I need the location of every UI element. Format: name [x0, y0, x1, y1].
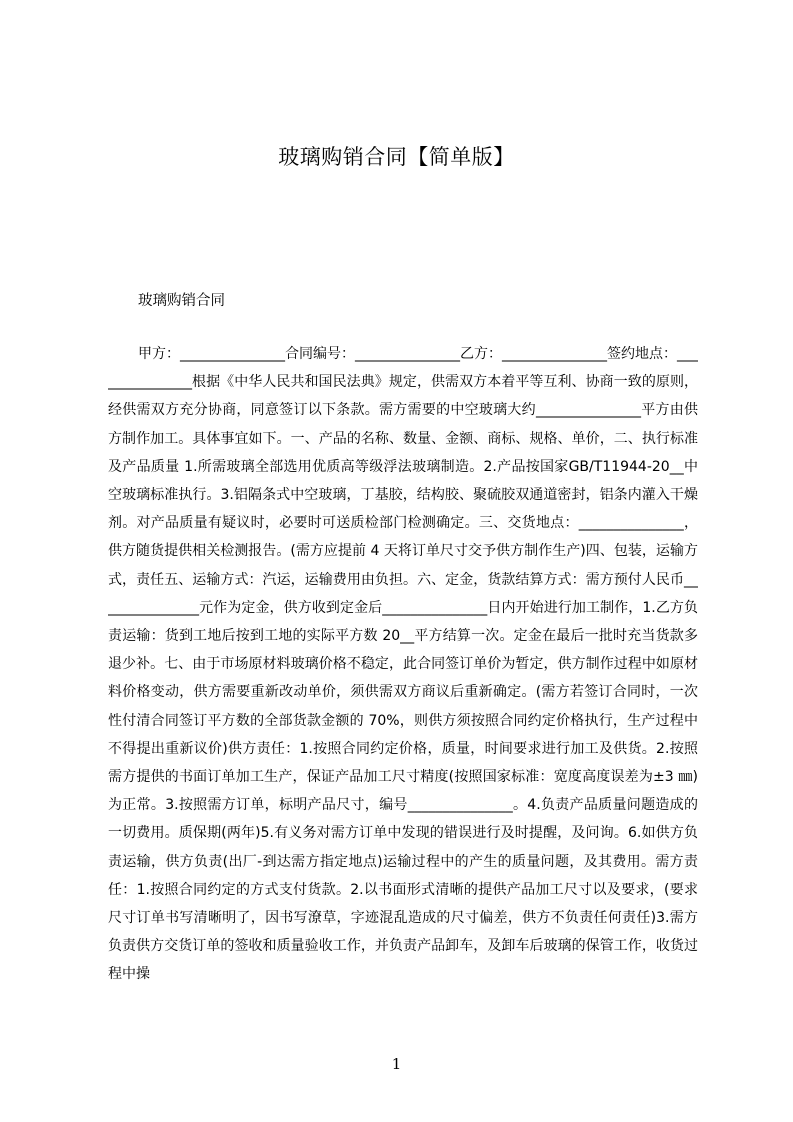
document-subheading: 玻璃购销合同 — [138, 293, 225, 309]
page-number: 1 — [391, 1055, 402, 1073]
document-title: 玻璃购销合同【简单版】 — [278, 145, 515, 169]
contract-body-paragraph: 甲方：_______________合同编号：_______________乙方：_______________签约地点：_______________根据《中华人民共和国民法典》规定，供需双方本着平等互利、协商一致的原则，经供需双方充分协商，同意签订以下条款。需方需要的中空玻璃大约_______________平方由供方制作加工。具体事宜如下。一、产品的名称、数量、金额、商标、规格、单价，二、执行标准及产品质量 1.所需玻璃全部选用优质高等级浮法玻璃制造。2.产品按国家GB/T11944-20__中空玻璃标准执行。3.铝隔条式中空玻璃，丁基胶，结构胶、聚硫胶双通道密封，铝条内灌入干燥剂。对产品质量有疑议时，必要时可送质检部门检测确定。三、交货地点：_______________，供方随货提供相关检测报告。(需方应提前 4 天将订单尺寸交予供方制作生产)四、包装，运输方式，责任五、运输方式：汽运，运输费用由负担。六、定金，货款结算方式：需方预付人民币_______________元作为定金，供方收到定金后_______________日内开始进行加工制作，1.乙方负责运输：货到工地后按到工地的实际平方数 20__平方结算一次。定金在最后一批时充当货款多退少补。七、由于市场原材料玻璃价格不稳定，此合同签订单价为暂定，供方制作过程中如原材料价格变动，供方需要重新改动单价，须供需双方商议后重新确定。(需方若签订合同时，一次性付清合同签订平方数的全部货款金额的 70%，则供方须按照合同约定价格执行，生产过程中不得提出重新议价)供方责任：1.按照合同约定价格，质量，时间要求进行加工及供货。2.按照需方提供的书面订单加工生产，保证产品加工尺寸精度(按照国家标准：宽度高度误差为±3 ㎜)为正常。3.按照需方订单，标明产品尺寸，编号_______________。4.负责产品质量问题造成的一切费用。质保期(两年)5.有义务对需方订单中发现的错误进行及时提醒，及问询。6.如供方负责运输，供方负责(出厂-到达需方指定地点)运输过程中的产生的质量问题，及其费用。需方责任：1.按照合同约定的方式支付货款。2.以书面形式清晰的提供产品加工尺寸以及要求，(要求尺寸订单书写清晰明了，因书写潦草，字迹混乱造成的尺寸偏差，供方不负责任何责任)3.需方负责供方交货订单的签收和质量验收工作，并负责产品卸车，及卸车后玻璃的保管工作，收货过程中操 — [108, 346, 698, 983]
